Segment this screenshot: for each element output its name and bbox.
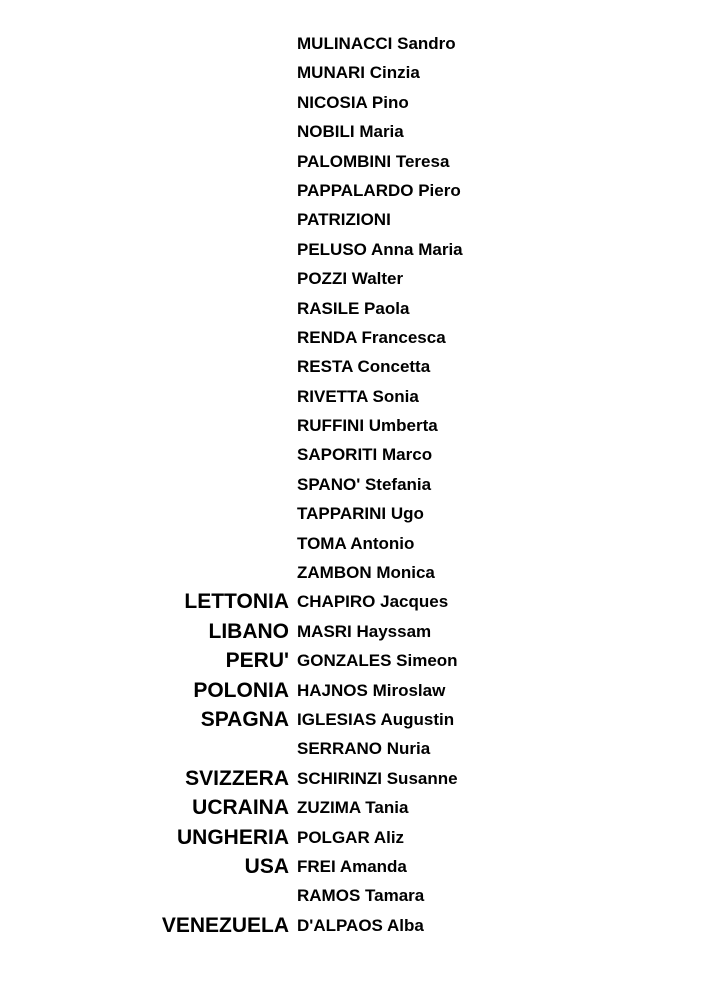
person-name: SAPORITI Marco (297, 445, 433, 465)
list-item (0, 705, 707, 734)
list-item (0, 294, 707, 323)
country-label: UNGHERIA (176, 825, 289, 849)
list-item (0, 529, 707, 558)
person-name: PATRIZIONI (297, 210, 391, 230)
list-item (0, 29, 707, 58)
person-name: RAMOS Tamara (297, 886, 425, 906)
list-item (0, 676, 707, 705)
country-label: VENEZUELA (161, 913, 289, 937)
person-name: RIVETTA Sonia (297, 386, 419, 406)
person-name: PALOMBINI Teresa (297, 151, 450, 171)
person-name: POLGAR Aliz (297, 827, 405, 847)
list-item (0, 205, 707, 234)
list-item (0, 323, 707, 352)
country-label: POLONIA (193, 678, 289, 702)
list-item (0, 558, 707, 587)
person-name: MULINACCI Sandro (297, 34, 456, 53)
list-item (0, 147, 707, 176)
list-item (0, 264, 707, 293)
person-name: POZZI Walter (297, 269, 404, 289)
person-name: SERRANO Nuria (297, 739, 431, 759)
list-item (0, 617, 707, 646)
list-item (0, 911, 707, 940)
list-item (0, 176, 707, 205)
person-name: GONZALES Simeon (297, 651, 458, 671)
country-label: SVIZZERA (185, 766, 289, 790)
person-name: NOBILI Maria (297, 122, 404, 142)
list-item (0, 88, 707, 117)
list-item (0, 352, 707, 381)
person-name: TOMA Antonio (297, 533, 415, 553)
list-item (0, 411, 707, 440)
country-label: SPAGNA (200, 707, 289, 731)
country-label: PERU' (225, 649, 289, 673)
person-name: MASRI Hayssam (297, 621, 432, 641)
list-item (0, 881, 707, 910)
list-item (0, 646, 707, 675)
list-item (0, 117, 707, 146)
person-name: D'ALPAOS Alba (297, 915, 424, 935)
person-name: PELUSO Anna Maria (297, 239, 463, 259)
person-name: HAJNOS Miroslaw (297, 680, 446, 700)
person-name: SCHIRINZI Susanne (297, 768, 458, 788)
list-item (0, 440, 707, 469)
country-label: LETTONIA (184, 590, 289, 614)
list-item (0, 382, 707, 411)
list-item (0, 823, 707, 852)
list-item (0, 793, 707, 822)
list-item (0, 764, 707, 793)
person-name: ZAMBON Monica (297, 563, 435, 583)
list-item (0, 852, 707, 881)
participant-list (0, 29, 707, 940)
list-item (0, 587, 707, 616)
person-name: FREI Amanda (297, 856, 407, 876)
person-name: ZUZIMA Tania (297, 798, 409, 818)
country-label: LIBANO (208, 619, 289, 643)
list-item (0, 235, 707, 264)
person-name: TAPPARINI Ugo (297, 504, 424, 524)
list-item (0, 470, 707, 499)
list-item (0, 499, 707, 528)
country-label: UCRAINA (192, 796, 289, 820)
person-name: RASILE Paola (297, 298, 410, 318)
person-name: NICOSIA Pino (297, 92, 409, 112)
country-label: USA (244, 854, 289, 878)
person-name: RESTA Concetta (297, 357, 431, 377)
person-name: RENDA Francesca (297, 327, 446, 347)
person-name: PAPPALARDO Piero (297, 180, 461, 200)
person-name: SPANO' Stefania (297, 474, 432, 494)
person-name: MUNARI Cinzia (297, 63, 420, 83)
list-item (0, 734, 707, 763)
list-item (0, 58, 707, 87)
person-name: IGLESIAS Augustin (297, 709, 455, 729)
person-name: CHAPIRO Jacques (297, 592, 449, 612)
person-name: RUFFINI Umberta (297, 416, 438, 436)
